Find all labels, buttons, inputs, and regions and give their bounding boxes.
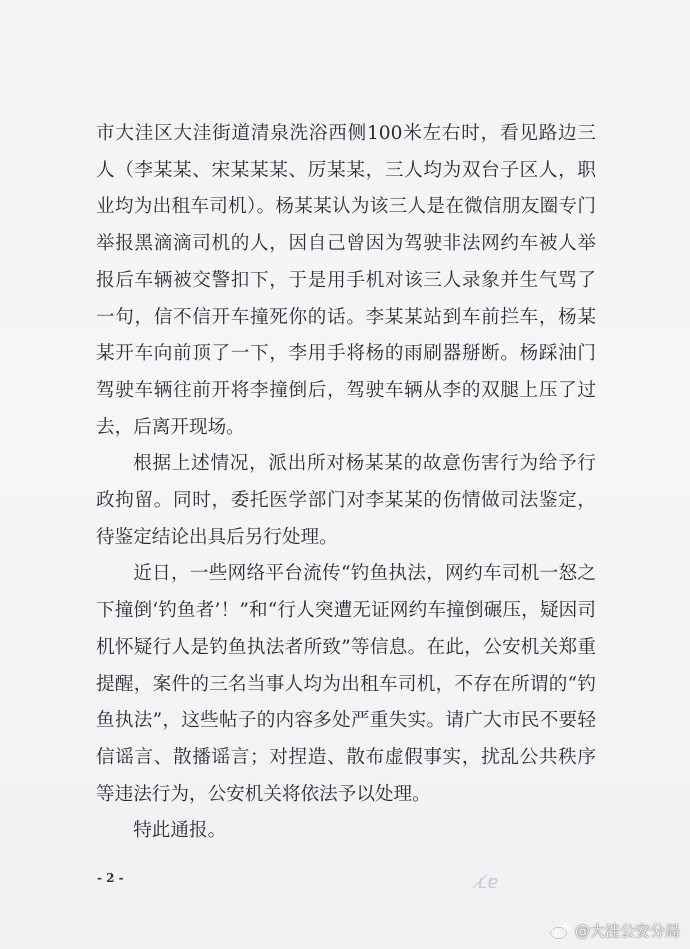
page-number: - 2 - bbox=[97, 871, 124, 885]
document-body bbox=[96, 116, 596, 850]
paragraph-handling: 根据上述情况，派出所对杨某某的故意伤害行为给予行政拘留。同时，委托医学部门对李某某的伤情做司法鉴定，待鉴定结论出具后另行处理。 bbox=[96, 453, 596, 548]
paragraph-rumor-clarification: 近日，一些网络平台流传“钓鱼执法，网约车司机一怒之下撞倒‘钓鱼者’！”和“行人突遭无证网约车撞倒碾压，疑因司机怀疑行人是钓鱼执法者所致”等信息。在此，公安机关郑重提醒，案件的三名当事人均为出租车司机，不存在所谓的“钓鱼执法”，这些帖子的内容多处严重失实。请广大市民不要轻信谣言、散播谣言；对捏造、散布虚假事实，扰乱公共秩序等违法行为，公安机关将依法予以处理。 bbox=[96, 563, 596, 805]
weibo-watermark bbox=[549, 920, 680, 941]
scan-artifact-mark: ʟ̸ɐ bbox=[478, 872, 499, 893]
weibo-icon bbox=[549, 922, 571, 940]
watermark-account-name: @大洼公安分局 bbox=[574, 922, 680, 940]
paragraph-incident: 市大洼区大洼街道清泉洗浴西侧100米左右时，看见路边三人（李某某、宋某某某、厉某某，三人均为双台子区人，职业均为出租车司机）。杨某某认为该三人是在微信朋友圈专门举报黑滴滴司机的人，因自己曾因为驾驶非法网约车被人举报后车辆被交警扣下，于是用手机对该三人录象并生气骂了一句，信不信开车撞死你的话。李某某站到车前拦车，杨某某开车向前顶了一下，李用手将杨的雨刷器掰断。杨踩油门驾驶车辆往前开将李撞倒后，驾驶车辆从李的双腿上压了过去，后离开现场。 bbox=[96, 123, 596, 438]
paragraph-closing: 特此通报。 bbox=[133, 820, 227, 842]
